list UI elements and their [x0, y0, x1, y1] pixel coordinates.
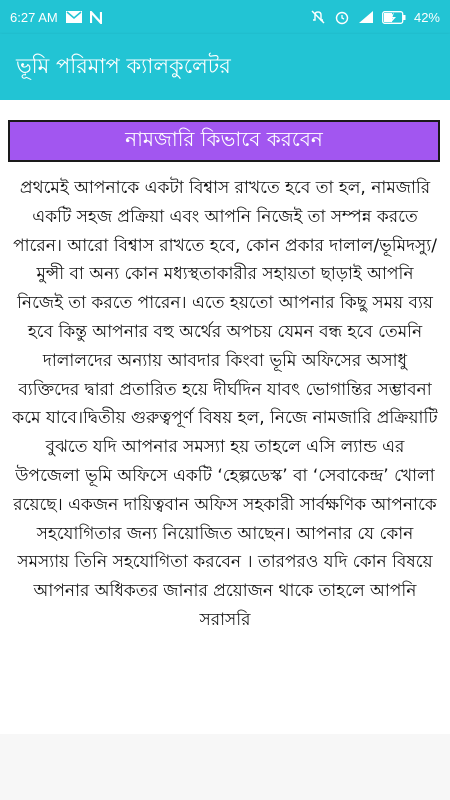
status-left: [10, 10, 102, 25]
article-heading-box: [8, 120, 440, 162]
status-bar: [0, 0, 450, 34]
status-right: [310, 9, 440, 25]
mute-icon: [310, 9, 326, 25]
status-time: 6:27 AM: [10, 9, 58, 25]
battery-charging-icon: [382, 11, 406, 24]
article-body: প্রথমেই আপনাকে একটা বিশ্বাস রাখতে হবে তা হল, নামজারি একটি সহজ প্রক্রিয়া এবং আপনি নিজেই তা সম্পন্ন করতে পারেন। আরো বিশ্বাস রাখতে হবে, কোন প্রকার দালাল/ভূমিদস্যু/মুন্সী বা অন্য কোন মধ্যস্থতাকারীর সহায়তা ছাড়াই আপনি নিজেই তা করতে পারেন। এতে হয়তো আপনার কিছু সময় ব্যয় হবে কিন্তু আপনার বহু অর্থের অপচয় যেমন বন্ধ হবে তেমনি দালালদের অন্যায় আবদার কিংবা ভূমি অফিসের অসাধু ব্যক্তিদের দ্বারা প্রতারিত হয়ে দীর্ঘদিন যাবৎ ভোগান্তির সম্ভাবনা কমে যাবে।দ্বিতীয় গুরুত্বপূর্ণ বিষয় হল, নিজে নামজারি প্রক্রিয়াটি বুঝতে যদি আপনার সমস্যা হয় তাহলে এসি ল্যান্ড এর উপজেলা ভূমি অফিসে একটি ‘হেল্পডেস্ক’ বা ‘সেবাকেন্দ্র’ খোলা রয়েছে। একজন দায়িত্ববান অফিস সহকারী সার্বক্ষণিক আপনাকে সহযোগিতার জন্য নিয়োজিত আছেন। আপনার যে কোন সমস্যায় তিনি সহযোগিতা করবেন । তারপরও যদি কোন বিষয়ে আপনার অধিকতর জানার প্রয়োজন থাকে তাহলে আপনি সরাসরি: [12, 178, 438, 630]
n-notification-icon: [90, 11, 102, 24]
content-scroll-area[interactable]: [0, 100, 450, 734]
signal-icon: [358, 10, 374, 24]
article-heading: নামজারি কিভাবে করবেন: [125, 126, 323, 151]
mail-icon: [66, 11, 82, 23]
app-title: ভূমি পরিমাপ ক্যালকুলেটর: [16, 53, 231, 78]
app-bar: [0, 34, 450, 100]
bottom-blank-area: [0, 734, 450, 800]
battery-percent: 42%: [413, 9, 440, 25]
alarm-icon: [334, 9, 350, 25]
